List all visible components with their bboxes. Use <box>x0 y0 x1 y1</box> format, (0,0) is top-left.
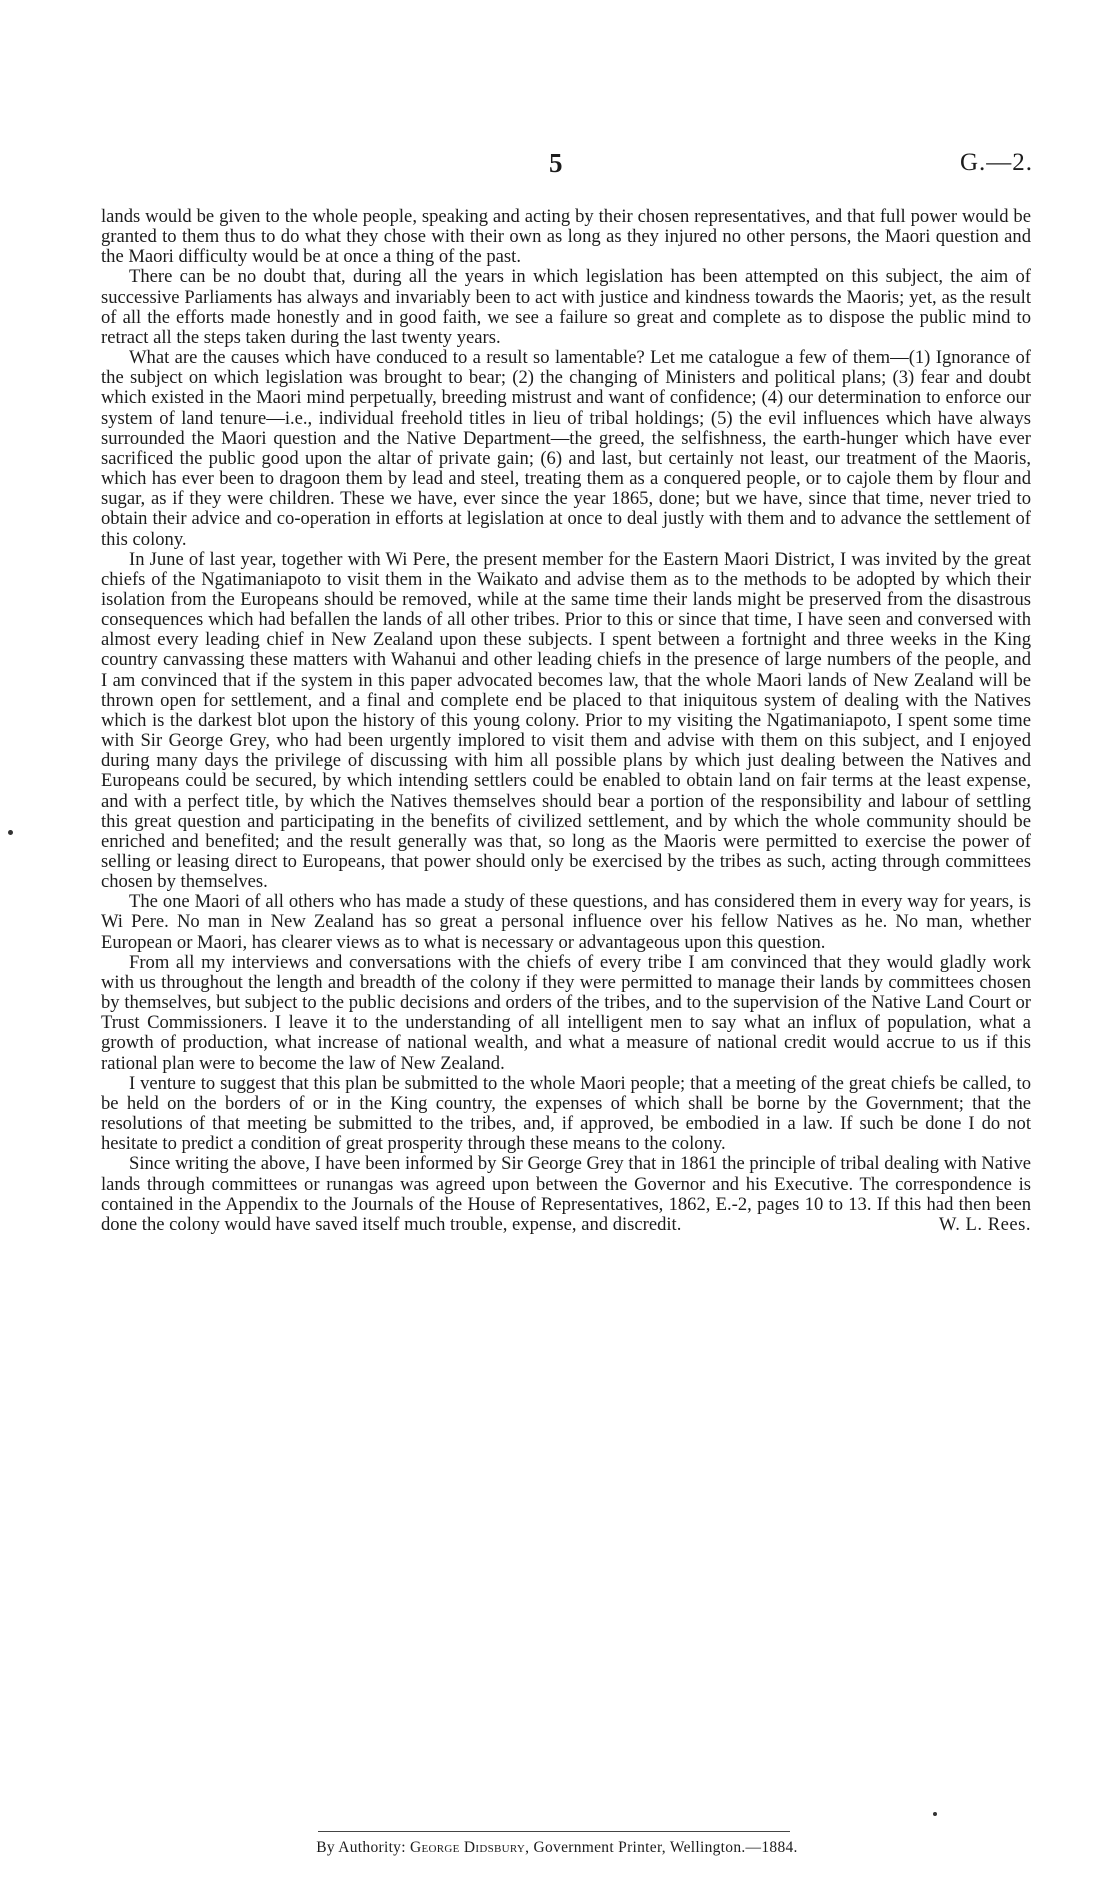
scan-speck-left <box>8 830 13 835</box>
document-reference: G.—2. <box>959 149 1033 176</box>
paragraph-8-text: Since writing the above, I have been informed by Sir George Grey that in 1861 the principle of tribal dealing with Native lands through committees or runangas was agreed upon between the Governor and his Executive. The correspondence is contained in the Appendix to the Journals of the House of Representatives, 1862, E.-2, pages 10 to 13. If this had then been done the colony would have saved itself much trouble, expense, and discredit. <box>101 1153 1031 1235</box>
printer-imprint <box>0 1838 1114 1858</box>
page-header <box>0 148 1114 188</box>
author-signature: W. L. Rees. <box>938 1213 1031 1235</box>
imprint-suffix: , Government Printer, Wellington.—1884. <box>525 1839 798 1856</box>
imprint-prefix: By Authority: <box>316 1839 406 1856</box>
paragraph-2: There can be no doubt that, during all the years in which legislation has been attempted on this subject, the aim of successive Parliaments has always and invariably been to act with justice and kindness towards the Maoris; yet, as the result of all the efforts made honestly and in good faith, we see a failure so great and complete as to dispose the public mind to retract all the steps taken during the last twenty years. <box>101 266 1031 348</box>
page-number: 5 <box>549 148 563 178</box>
paragraph-3: What are the causes which have conduced to a result so lamentable? Let me catalogue a few of them—(1) Ignorance of the subject on which legislation was brought to bear; (2) the changing of Ministers and political plans; (3) fear and doubt which existed in the Maori mind perpetually, breeding mistrust and want of confidence; (4) our determination to enforce our system of land tenure—i.e., individual freehold titles in lieu of tribal holdings; (5) the evil influences which have always surrounded the Maori question and the Native Department—the greed, the selfishness, the earth-hunger which have ever sacrificed the public good upon the altar of private gain; (6) and last, but certainly not least, our treatment of the Maoris, which has ever been to dragoon them by lead and steel, treating them as a conquered people, or to cajole them by flour and sugar, as if they were children. These we have, ever since the year 1865, done; but we have, since that time, never tried to obtain their advice and co-operation in efforts at legislation at once to deal justly with them and to advance the settlement of this colony. <box>101 347 1031 550</box>
body-text <box>101 207 1031 1235</box>
imprint-printer-name: George Didsbury <box>410 1839 526 1856</box>
paragraph-8 <box>101 1154 1031 1235</box>
paragraph-5: The one Maori of all others who has made a study of these questions, and has considered them in every way for years, is Wi Pere. No man in New Zealand has so great a personal influence over his fellow Natives as he. No man, whether European or Maori, has clearer views as to what is necessary or advantageous upon this question. <box>101 891 1031 953</box>
paragraph-6: From all my interviews and conversations with the chiefs of every tribe I am convinced that they would gladly work with us throughout the length and breadth of the colony if they were permitted to manage their lands by committees chosen by themselves, but subject to the public decisions and orders of the tribes, and to the supervision of the Native Land Court or Trust Commissioners. I leave it to the understanding of all intelligent men to say what an influx of population, what a growth of production, what increase of national wealth, and what a measure of national credit would accrue to us if this rational plan were to become the law of New Zealand. <box>101 951 1031 1074</box>
paragraph-1: lands would be given to the whole people, speaking and acting by their chosen representatives, and that full power would be granted to them thus to do what they chose with their own as long as they injured no other persons, the Maori question and the Maori difficulty would be at once a thing of the past. <box>101 206 1031 268</box>
scan-speck-right <box>933 1812 937 1816</box>
footer-rule <box>318 1831 790 1832</box>
paragraph-7: I venture to suggest that this plan be submitted to the whole Maori people; that a meeting of the great chiefs be called, to be held on the borders of or in the King country, the expenses of which shall be borne by the Government; that the resolutions of that meeting be submitted to the tribes, and, if approved, be embodied in a law. If such be done I do not hesitate to predict a condition of great prosperity through these means to the colony. <box>101 1072 1031 1155</box>
paragraph-4: In June of last year, together with Wi Pere, the present member for the Eastern Maori District, I was invited by the great chiefs of the Ngatimaniapoto to visit them in the Waikato and advise them as to the methods to be adopted by which their isolation from the Europeans should be removed, while at the same time their lands might be preserved from the disastrous consequences which had befallen the lands of all other tribes. Prior to this or since that time, I have seen and conversed with almost every leading chief in New Zealand upon these subjects. I spent between a fortnight and three weeks in the King country canvassing these matters with Wahanui and other leading chiefs in the presence of large numbers of the people, and I am convinced that if the system in this paper advocated becomes law, that the whole Maori lands of New Zealand will be thrown open for settlement, and a final and complete end be placed to that iniquitous system of dealing with the Natives which is the darkest blot upon the history of this young colony. Prior to my visiting the Ngatimaniapoto, I spent some time with Sir George Grey, who had been urgently implored to visit them and advise with them on this subject, and I enjoyed during many days the privilege of discussing with him all possible plans by which just dealing between the Natives and Europeans could be secured, by which intending settlers could be enabled to obtain land on fair terms at the least expense, and with a perfect title, by which the Natives themselves should bear a portion of the responsibility and labour of settling this great question and participating in the benefits of civilized settlement, and by which the whole community should be enriched and benefited; and the result generally was that, so long as the Maoris were permitted to exercise the power of selling or leasing direct to Europeans, that power should only be exercised by the tribes as such, acting through committees chosen by themselves. <box>101 548 1031 893</box>
